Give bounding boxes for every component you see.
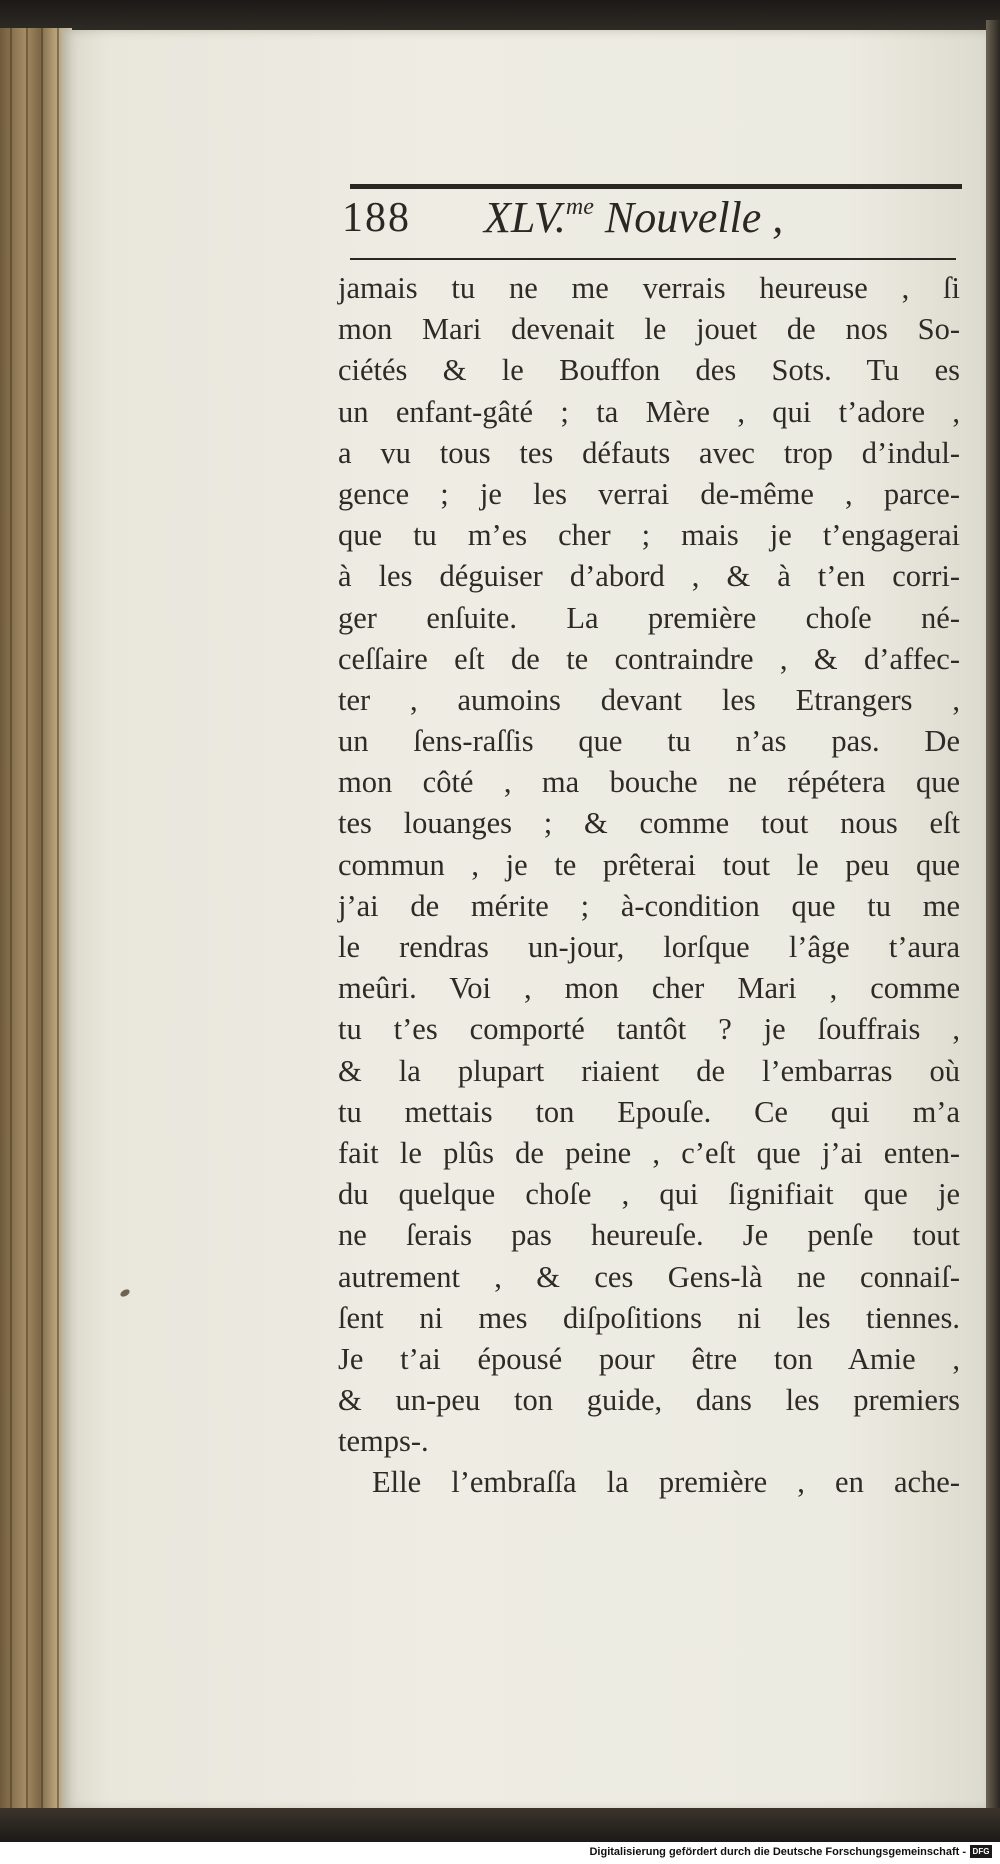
text-line: que tu m’es cher ; mais je t’engagerai [338,518,960,553]
text-line: ne ſerais pas heureuſe. Je penſe tout [338,1218,960,1253]
text-line: autrement , & ces Gens-là ne connaiſ- [338,1259,960,1294]
text-line: le rendras un-jour, lorſque l’âge t’aura [338,930,960,964]
running-head-main: XLV. [484,193,566,242]
dfg-logo: DFG [970,1845,992,1858]
text-line: & la plupart riaient de l’embarras où [338,1053,960,1088]
running-head [484,192,783,243]
text-line: jamais tu ne me verrais heureuse , ſi [338,271,960,305]
header-rule-top [350,184,962,189]
scanner-right-border [986,20,1000,1842]
text-line: ceſſaire eſt de te contraindre , & d’affec- [338,641,960,676]
text-line: Je t’ai épousé pour être ton Amie , [338,1341,960,1376]
text-line: commun , je te prêterai tout le peu que [338,847,960,882]
text-line: fait le plûs de peine , c’eſt que j’ai enten- [338,1135,960,1170]
text-line: tu mettais ton Epouſe. Ce qui m’a [338,1094,960,1129]
running-head-superscript: me [565,194,594,220]
header-rule-bottom [350,258,956,260]
text-line: gence ; je les verrai de-même , parce- [338,476,960,511]
text-line: & un-peu ton guide, dans les premiers [338,1383,960,1418]
body-text [338,268,960,1504]
text-line: temps-. [338,1424,429,1459]
page-number: 188 [342,195,411,241]
text-line: j’ai de mérite ; à-condition que tu me [338,888,960,923]
text-line: mon côté , ma bouche ne répétera que [338,765,960,800]
running-head-rest: Nouvelle , [593,193,784,242]
text-line: à les déguiser d’abord , & à t’en corri- [338,559,960,594]
text-line: mon Mari devenait le jouet de nos So- [338,312,960,347]
scanner-bottom-border [0,1808,1000,1842]
paragraph-first-line: Elle l’embraſſa la première , en ache- [372,1465,960,1500]
text-line: a vu tous tes défauts avec trop d’indul- [338,435,960,470]
text-line: un enfant-gâté ; ta Mère , qui t’adore , [338,394,960,429]
text-line: du quelque choſe , qui ſignifiait que je [338,1177,960,1212]
scanner-top-border [0,0,1000,30]
text-line: ter , aumoins devant les Etrangers , [338,682,960,717]
text-line: meûri. Voi , mon cher Mari , comme [338,971,960,1006]
text-line: tes louanges ; & comme tout nous eſt [338,806,960,841]
text-line: ſent ni mes diſpoſitions ni les tiennes. [338,1300,960,1335]
digitization-credit: Digitalisierung gefördert durch die Deutsche Forschungsgemeinschaft - [589,1846,966,1858]
text-line: tu t’es comporté tantôt ? je ſouffrais , [338,1012,960,1047]
text-line: ger enſuite. La première choſe né- [338,600,960,635]
text-line: ciétés & le Bouffon des Sots. Tu es [338,353,960,388]
text-line: un ſens-raſſis que tu n’as pas. De [338,724,960,759]
